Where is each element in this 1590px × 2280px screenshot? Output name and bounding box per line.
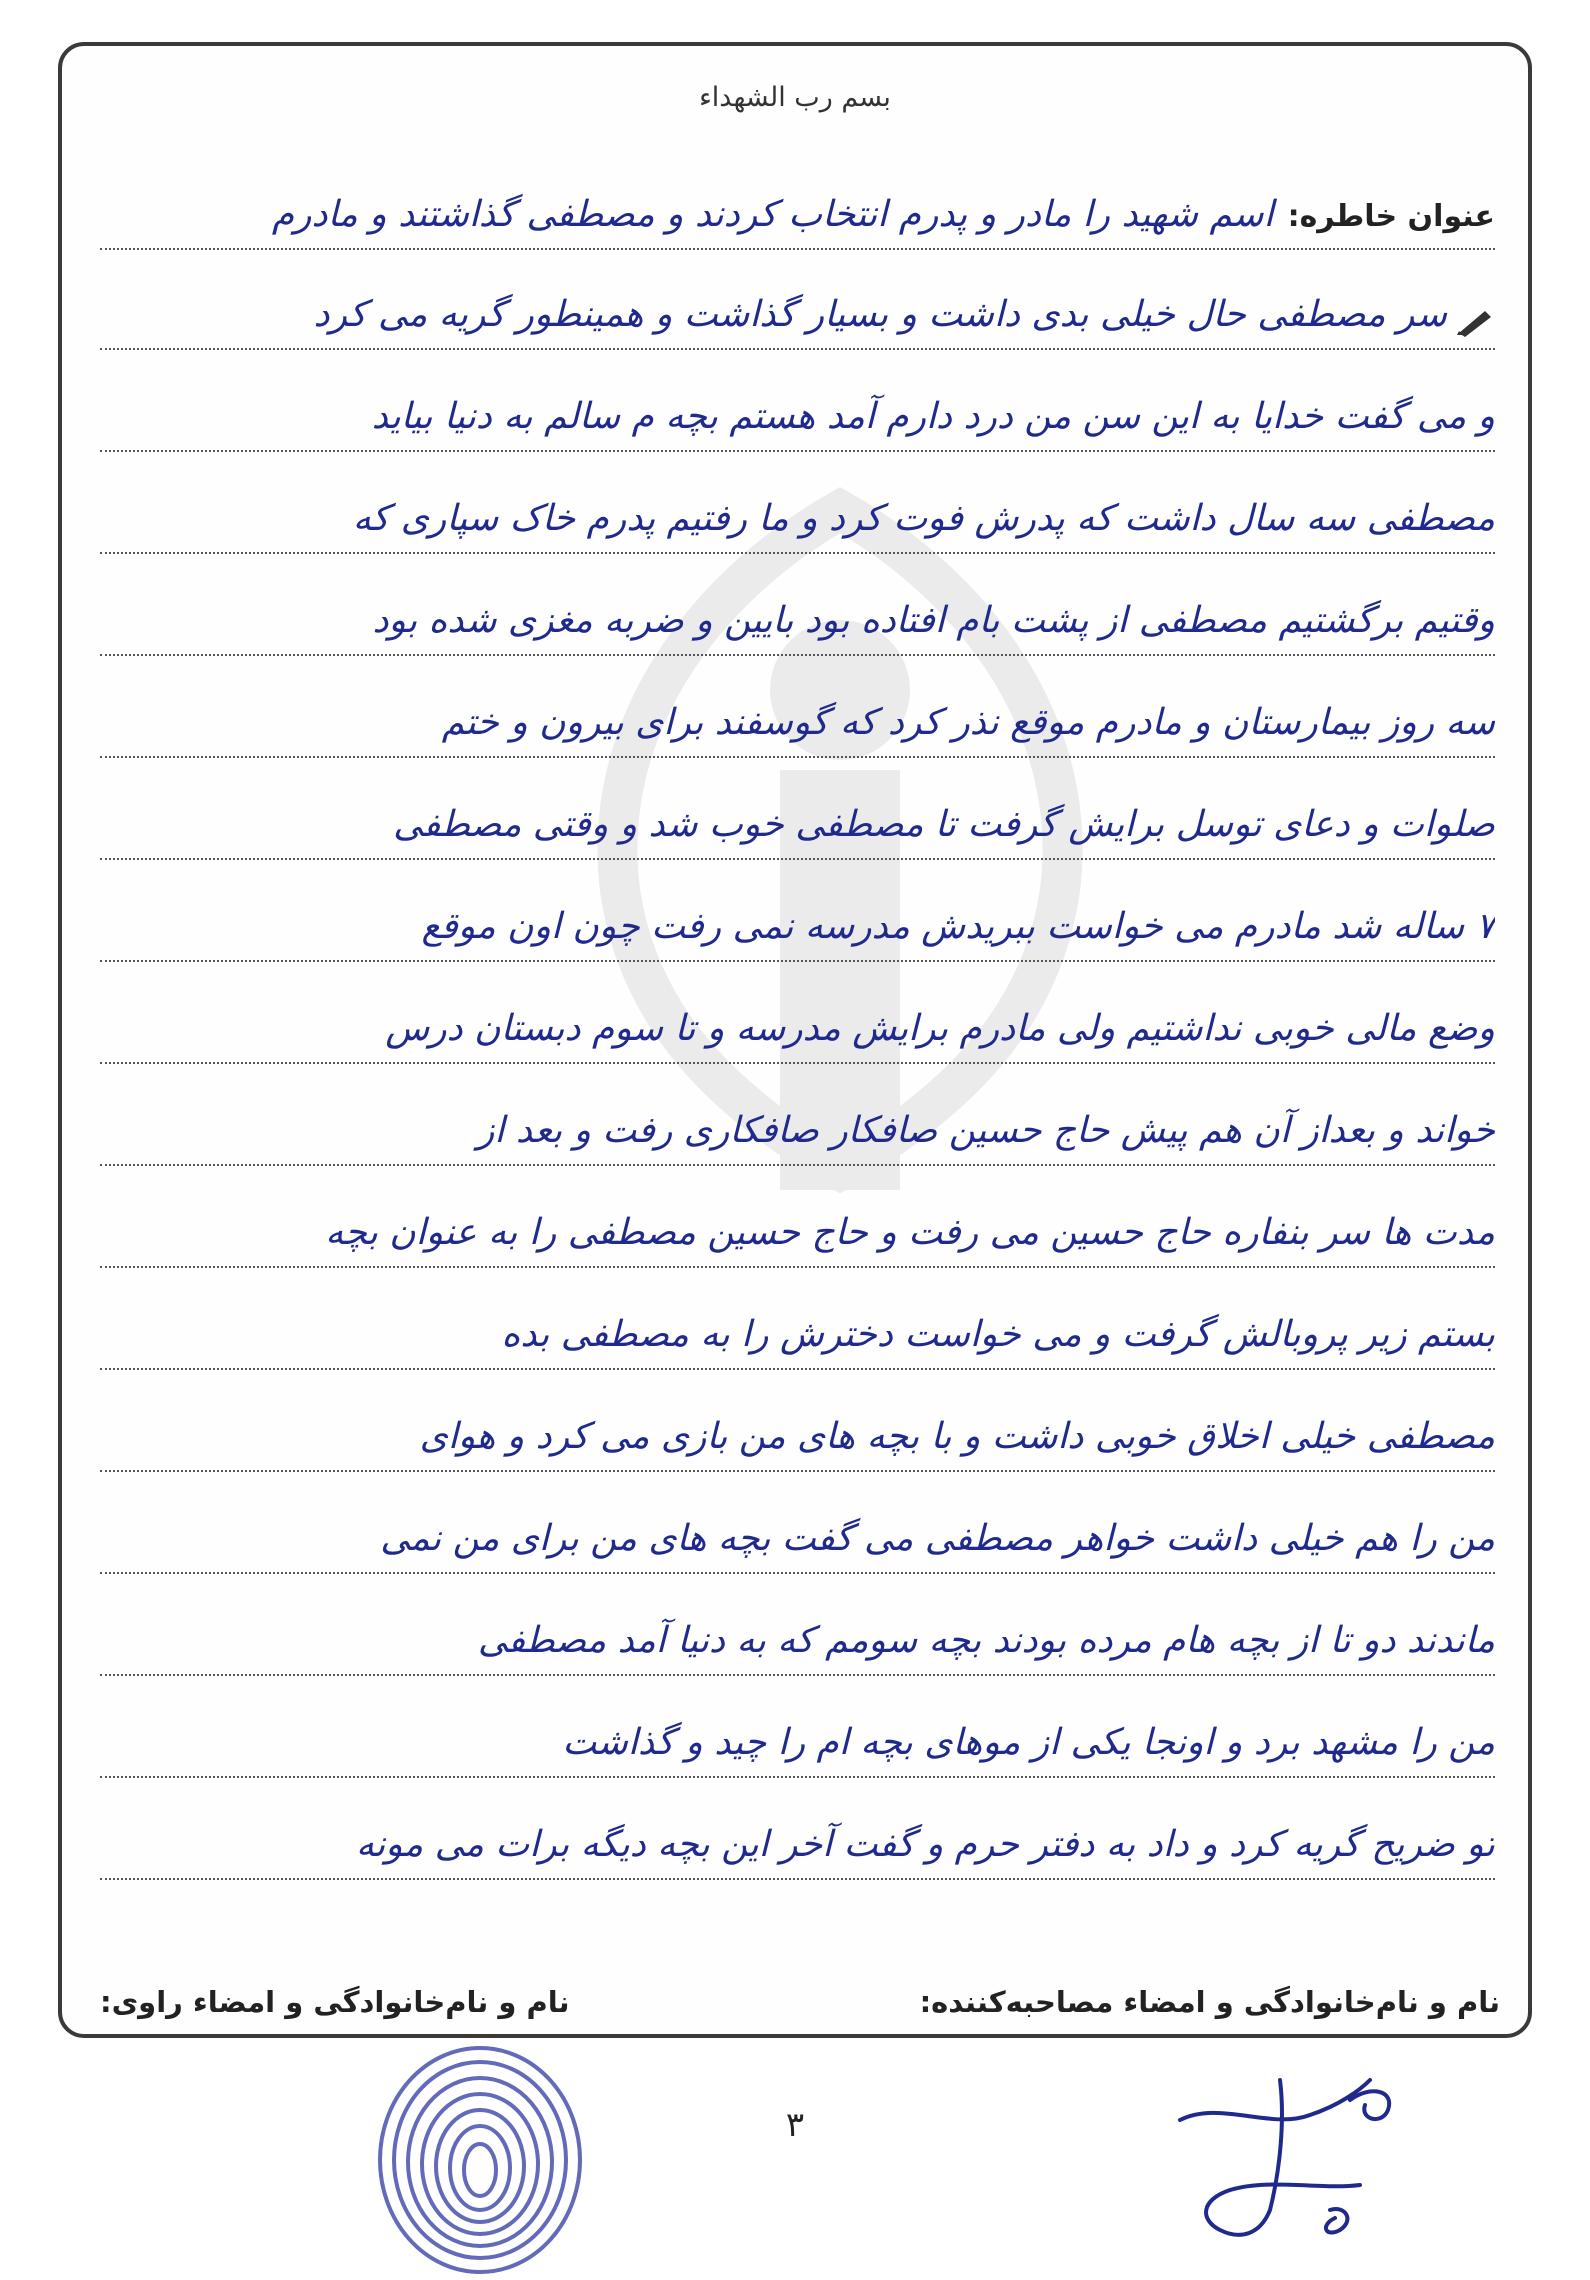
handwritten-text: اسم شهید را مادر و پدرم انتخاب کردند و مصطفی گذاشتند و مادرم [271, 194, 1274, 235]
memory-line [100, 484, 1495, 554]
memory-line [100, 280, 1495, 350]
handwritten-text: و می گفت خدایا به این سن من درد دارم آمد هستم بچه م سالم به دنیا بیاید [371, 396, 1495, 437]
interviewer-signature-label: نام و نام‌خانوادگی و امضاء مصاحبه‌کننده: [919, 1985, 1500, 2019]
handwritten-text: مصطفی خیلی اخلاق خوبی داشت و با بچه های من بازی می کرد و هوای [419, 1416, 1495, 1457]
page-number: ۳ [785, 2105, 805, 2145]
memory-line [100, 1096, 1495, 1166]
fingerprint-mark [360, 2040, 600, 2280]
memory-line [100, 1402, 1495, 1472]
handwritten-text: ماندند دو تا از بچه هام مرده بودند بچه سومم که به دنیا آمد مصطفی [477, 1620, 1495, 1661]
handwritten-text: صلوات و دعای توسل برایش گرفت تا مصطفی خوب شد و وقتی مصطفی [393, 804, 1495, 845]
handwritten-text: مصطفی سه سال داشت که پدرش فوت کرد و ما رفتیم پدرم خاک سپاری که [352, 498, 1495, 539]
memory-line [100, 382, 1495, 452]
memory-line [100, 1198, 1495, 1268]
memory-line [100, 994, 1495, 1064]
memory-line [100, 1606, 1495, 1676]
handwritten-text: وقتیم برگشتیم مصطفی از پشت بام افتاده بود بایین و ضربه مغزی شده بود [372, 600, 1495, 641]
handwritten-text: مدت ها سر بنفاره حاج حسین می رفت و حاج حسین مصطفی را به عنوان بچه [325, 1212, 1495, 1253]
memory-line [100, 586, 1495, 656]
document-header: بسم رب الشهداء [699, 82, 891, 113]
memory-line [100, 688, 1495, 758]
memory-line [100, 1810, 1495, 1880]
memory-line [100, 790, 1495, 860]
narrator-signature-label: نام و نام‌خانوادگی و امضاء راوی: [100, 1985, 570, 2019]
handwritten-text: ۷ ساله شد مادرم می خواست ببریدش مدرسه نمی رفت چون اون موقع [421, 906, 1495, 947]
handwritten-text: خواند و بعداز آن هم پیش حاج حسین صافکار صافکاری رفت و بعد از [477, 1110, 1495, 1151]
signature-footer [100, 1985, 1500, 2019]
memory-line [100, 892, 1495, 962]
memory-line [100, 1300, 1495, 1370]
handwritten-text: وضع مالی خوبی نداشتیم ولی مادرم برایش مدرسه و تا سوم دبستان درس [385, 1008, 1495, 1049]
memory-line [100, 1708, 1495, 1778]
memory-line [100, 180, 1495, 250]
handwritten-text: سر مصطفی حال خیلی بدی داشت و بسیار گذاشت و همینطور گریه می کرد [313, 294, 1447, 335]
handwritten-text: تو ضریح گریه کرد و داد به دفتر حرم و گفت آخر این بچه دیگه برات می مونه [355, 1824, 1495, 1865]
handwritten-text: بستم زیر پروبالش گرفت و می خواست دخترش را به مصطفی بده [501, 1314, 1495, 1355]
handwritten-text: سه روز بیمارستان و مادرم موقع نذر کرد که گوسفند برای بیرون و ختم [441, 702, 1495, 743]
pen-icon [1455, 307, 1495, 337]
handwritten-signature [1160, 2060, 1420, 2260]
title-label: عنوان خاطره: [1287, 199, 1495, 234]
handwritten-text: من را هم خیلی داشت خواهر مصطفی می گفت بچه های من برای من نمی [380, 1518, 1495, 1559]
memory-line [100, 1504, 1495, 1574]
handwritten-text: من را مشهد برد و اونجا یکی از موهای بچه ام را چید و گذاشت [562, 1722, 1495, 1763]
